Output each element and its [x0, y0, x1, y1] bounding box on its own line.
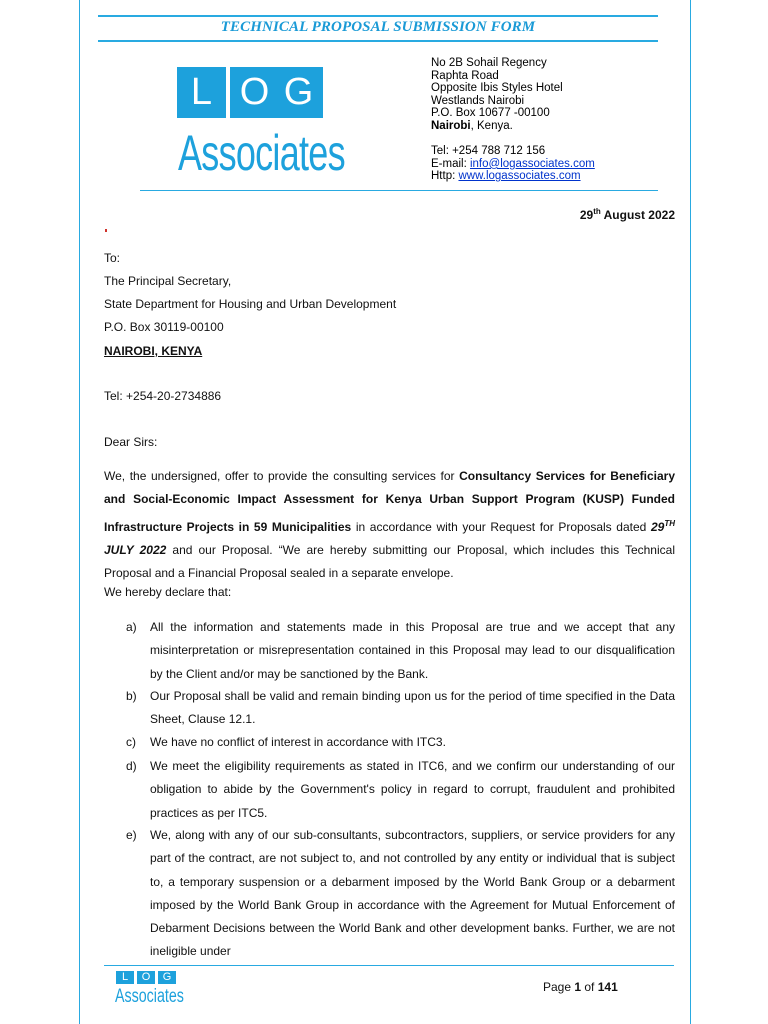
red-mark — [105, 229, 107, 232]
list-text: We have no conflict of interest in accordance with ITC3. — [150, 735, 446, 749]
website-line — [431, 170, 595, 183]
project-title: Consultancy Services for Beneficiary and Social-Economic Impact Assessment for Kenya Urban Support Program (KUSP) Funded Infrastructure Projects in 59 Municipalities — [104, 469, 675, 534]
list-marker: a) — [126, 620, 137, 634]
address-line: Opposite Ibis Styles Hotel — [431, 82, 563, 95]
right-margin-line — [690, 0, 691, 1024]
footer-logo-letter-o: O — [137, 971, 155, 984]
company-phone: Tel: +254 788 712 156 — [431, 145, 546, 158]
recipient-city: NAIROBI, KENYA — [104, 344, 203, 358]
intro-text: in accordance with your Request for Proposals dated — [351, 519, 651, 534]
recipient-line: P.O. Box 30119-00100 — [104, 320, 224, 334]
list-text: We, along with any of our sub-consultants, subcontractors, suppliers, or service providers for any part of the contract, are not subject to, and not controlled by any entity or individual that is subject to, a temporary suspension or a debarment imposed by the World Bank Group or a debarment imposed by the World Bank Group in accordance with the Agreement for Mutual Enforcement of Debarment Decisions between the World Bank and other development banks. Further, we are not ineligible under — [150, 828, 675, 959]
email-line — [431, 158, 595, 171]
current-page: 1 — [574, 980, 582, 994]
email-link[interactable]: info@logassociates.com — [469, 157, 595, 170]
list-marker: e) — [126, 828, 137, 842]
date-suffix: th — [593, 207, 601, 216]
footer-logo-letter-g: G — [158, 971, 176, 984]
rfp-date-rest: JULY 2022 — [104, 542, 167, 557]
address-line: Raphta Road — [431, 69, 499, 82]
intro-text: We, the undersigned, offer to provide the consulting services for — [104, 469, 460, 483]
intro-paragraph — [104, 465, 675, 585]
address-line: No 2B Sohail Regency — [431, 57, 547, 69]
footer-logo-letter-l: L — [116, 971, 134, 984]
footer-logo-wordmark: Associates — [115, 986, 184, 1007]
rfp-date-suffix: TH — [664, 518, 675, 528]
total-pages: 141 — [597, 980, 618, 994]
list-text: Our Proposal shall be valid and remain binding upon us for the period of time specified in the Data Sheet, Clause 12.1. — [150, 689, 675, 727]
address-line: Westlands Nairobi — [431, 94, 525, 107]
list-text: We meet the eligibility requirements as stated in ITC6, and we confirm our understanding of our obligation to abide by the Government's policy in regard to corrupt, fraudulent and prohibited practices as per ITC5. — [150, 759, 675, 820]
page-title: TECHNICAL PROPOSAL SUBMISSION FORM — [220, 19, 536, 35]
list-marker: d) — [126, 759, 137, 773]
date-rest: August 2022 — [600, 208, 675, 222]
email-label: E-mail: — [431, 157, 470, 170]
address-city: Nairobi — [431, 119, 471, 132]
address-city-line — [431, 120, 595, 133]
logo-letter-g: G — [274, 67, 323, 118]
website-link[interactable]: www.logassociates.com — [458, 170, 581, 183]
footer-rule — [104, 965, 674, 966]
header-bottom-rule — [98, 40, 658, 42]
recipient-line: State Department for Housing and Urban Development — [104, 297, 397, 311]
letter-date — [580, 207, 675, 222]
logo-letter-l: L — [177, 67, 226, 118]
website-label: Http: — [431, 170, 459, 183]
page-label: Page — [543, 980, 575, 994]
list-marker: c) — [126, 735, 136, 749]
intro-text: and our Proposal. “We are hereby submitting our Proposal, which includes this Technical Proposal and a Financial Proposal sealed in a separate envelope. — [104, 542, 675, 581]
header-top-rule — [98, 15, 658, 17]
date-day: 29 — [579, 208, 594, 222]
address-country: , Kenya. — [470, 119, 513, 132]
header-divider — [140, 190, 658, 191]
page-number — [543, 980, 618, 994]
recipient-to: To: — [104, 251, 121, 265]
recipient-line: The Principal Secretary, — [104, 274, 232, 288]
address-line: P.O. Box 10677 -00100 — [431, 107, 550, 120]
salutation: Dear Sirs: — [104, 435, 158, 449]
left-margin-line — [79, 0, 80, 1024]
list-text: All the information and statements made in this Proposal are true and we accept that any misinterpretation or misrepresentation contained in this Proposal may lead to our disqualification by the Client and/or may be sanctioned by the Bank. — [150, 620, 675, 681]
company-address — [431, 57, 595, 183]
rfp-date-day: 29 — [650, 519, 665, 534]
logo-letter-o: O — [230, 67, 279, 118]
logo-wordmark: Associates — [178, 125, 345, 181]
list-marker: b) — [126, 689, 137, 703]
recipient-phone: Tel: +254-20-2734886 — [104, 389, 222, 403]
declaration-heading: We hereby declare that: — [104, 585, 232, 599]
of-label: of — [581, 980, 598, 994]
